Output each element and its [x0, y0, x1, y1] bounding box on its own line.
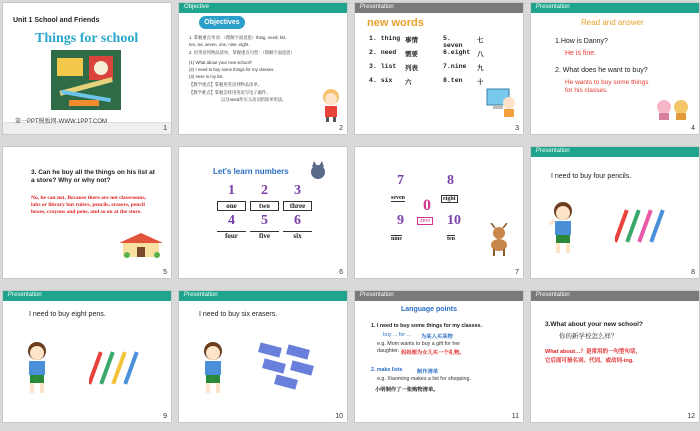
slide-header-label: Presentation — [360, 292, 394, 298]
point-2-cn: 制作清单 — [417, 369, 439, 375]
number-word: seven — [391, 195, 405, 201]
slide-thumbnail-4[interactable] — [530, 2, 700, 135]
slide-title: Let's learn numbers — [213, 167, 289, 176]
girl-cartoon-icon — [317, 87, 345, 123]
slide-title: Language points — [401, 306, 457, 313]
number-digit: 7 — [397, 173, 404, 188]
number-word: ten — [447, 236, 455, 242]
boy-cartoon-icon — [197, 339, 229, 397]
slide-header-label: Presentation — [184, 292, 218, 298]
slide-header-label: Presentation — [8, 292, 42, 298]
unit-title: Unit 1 School and Friends — [13, 17, 100, 24]
number-digit: 8 — [447, 173, 454, 188]
objective-line: 以及need作实义动词的简单用法。 — [221, 97, 287, 102]
slide-number: 10 — [335, 413, 343, 420]
number-digit: 0 — [423, 197, 431, 214]
number-word: eight — [443, 196, 456, 202]
objective-line: 【教学难点】掌握怎样用英语写电子邮件。 — [189, 90, 271, 95]
sentence-text: I need to buy eight pens. — [29, 311, 106, 318]
slide-title: Things for school — [35, 31, 139, 46]
pens-icon — [89, 347, 141, 387]
slide-number: 1 — [163, 125, 167, 132]
boy-cartoon-icon — [547, 199, 579, 257]
point-1-example: e.g. Mom wants to buy a gift for her — [377, 341, 461, 347]
objective-line: (3) Here is my list. — [189, 74, 224, 79]
deer-icon — [485, 223, 513, 257]
question-2: 2. What does he want to buy? — [555, 67, 648, 74]
slide-thumbnail-9[interactable] — [2, 290, 172, 423]
point-2-example-cn: 小明制作了一张购物清单。 — [375, 387, 439, 393]
answer-1: He is fine. — [565, 50, 597, 57]
objective-line: 2. 用英语列物品清单，掌握重点句型：（理解字面意思） — [189, 50, 295, 55]
point-1-example-cn: 妈妈想为女儿买一个礼物。 — [401, 350, 465, 356]
objective-line: 1. 掌握重点单词：（理解字面意思）thing, need, list, — [189, 35, 287, 40]
question-text: 3. Can he buy all the things on his list at a store? Why or why not? — [31, 169, 155, 184]
slide-number: 7 — [515, 269, 519, 276]
slide-header-label: Presentation — [536, 4, 570, 10]
cat-icon — [307, 161, 329, 181]
slide-header-label: Objective — [184, 4, 210, 10]
slide-thumbnail-5[interactable] — [2, 146, 172, 279]
sentence-text: I need to buy six erasers. — [199, 311, 278, 318]
number-digit: 9 — [397, 213, 404, 228]
slide-thumbnail-2[interactable] — [178, 2, 348, 135]
number-word: nine — [391, 236, 403, 242]
slide-thumbnail-3[interactable] — [354, 2, 524, 135]
point-2-example: e.g. Xiaoming makes a list for shopping. — [377, 376, 471, 382]
school-building-icon — [119, 233, 163, 259]
pencils-icon — [615, 205, 667, 245]
question-cn: 你的新学校怎么样？ — [559, 333, 618, 340]
erasers-icon — [255, 341, 319, 391]
answer-text: No, he can not. Because there are not classrooms, labs or library but rulers, pencils, erasers, pencil boxes, crayons and pens, and so on at the store. — [31, 195, 147, 215]
slide-number: 8 — [691, 269, 695, 276]
slide-thumbnail-1[interactable] — [2, 2, 172, 135]
objective-line: (2) I need to buy some things for my classes. — [189, 67, 275, 72]
word-list: 1. thing 事情 5. seven 七 2. need 需要 6.eight 八 3. list 列表 7.nine 九 4. six 六 8.ten 十 — [369, 35, 484, 86]
numbers-grid: 1 2 3 one two three 4 5 6 four five six — [215, 183, 315, 240]
number-word: zero — [417, 217, 433, 225]
slide-thumbnail-12[interactable] — [530, 290, 700, 423]
objective-line: ten, six, seven, one, nine, eight. — [189, 42, 250, 47]
slide-thumbnail-8[interactable] — [530, 146, 700, 279]
computer-kid-icon — [483, 83, 517, 117]
sentence-text: I need to buy four pencils. — [551, 173, 632, 180]
slide-number: 2 — [339, 125, 343, 132]
slide-header-label: Presentation — [360, 4, 394, 10]
point-1-phrase-cn: 为某人买某物 — [421, 334, 453, 340]
point-2-title: 2. make lists — [371, 367, 403, 373]
slide-header-label: Presentation — [536, 148, 570, 154]
slide-number: 5 — [163, 269, 167, 276]
school-supplies-picture — [51, 50, 121, 110]
number-digit: 10 — [447, 213, 461, 228]
slide-thumbnail-6[interactable] — [178, 146, 348, 279]
slide-header-label: Presentation — [536, 292, 570, 298]
grammar-note-2: 它后面可接名词、代词、或动词-ing. — [545, 358, 634, 364]
slide-thumbnail-11[interactable] — [354, 290, 524, 423]
slide-number: 11 — [511, 413, 519, 420]
point-1-title: 1. I need to buy some things for my classes. — [371, 323, 482, 329]
question-text: 3.What about your new school? — [545, 321, 643, 328]
answer-2: He wants to buy some things for his classes. — [565, 79, 649, 94]
point-1-phrase: buy ... for ... — [383, 332, 411, 338]
grammar-note-1: What about…？是常用的一句型句话， — [545, 349, 641, 355]
slide-title: new words — [367, 17, 424, 29]
slide-title: Read and answer — [581, 18, 644, 27]
slide-number: 6 — [339, 269, 343, 276]
slide-number: 3 — [515, 125, 519, 132]
point-1-example-cont: daughter. — [377, 348, 400, 354]
bear-toys-icon — [655, 97, 691, 121]
slide-number: 9 — [163, 413, 167, 420]
slide-thumbnail-10[interactable] — [178, 290, 348, 423]
slide-number: 12 — [687, 413, 695, 420]
objective-line: (1) What about your new school? — [189, 60, 253, 65]
footer-text: 第一PPT模板网-WWW.1PPT.COM — [15, 119, 107, 125]
objective-line: 【教学重点】掌握用英语列物品清单。 — [189, 82, 263, 87]
objectives-badge: Objectives — [199, 16, 245, 29]
slide-thumbnail-7[interactable] — [354, 146, 524, 279]
question-1: 1.How is Danny? — [555, 38, 608, 45]
boy-cartoon-icon — [21, 339, 53, 397]
slide-number: 4 — [691, 125, 695, 132]
